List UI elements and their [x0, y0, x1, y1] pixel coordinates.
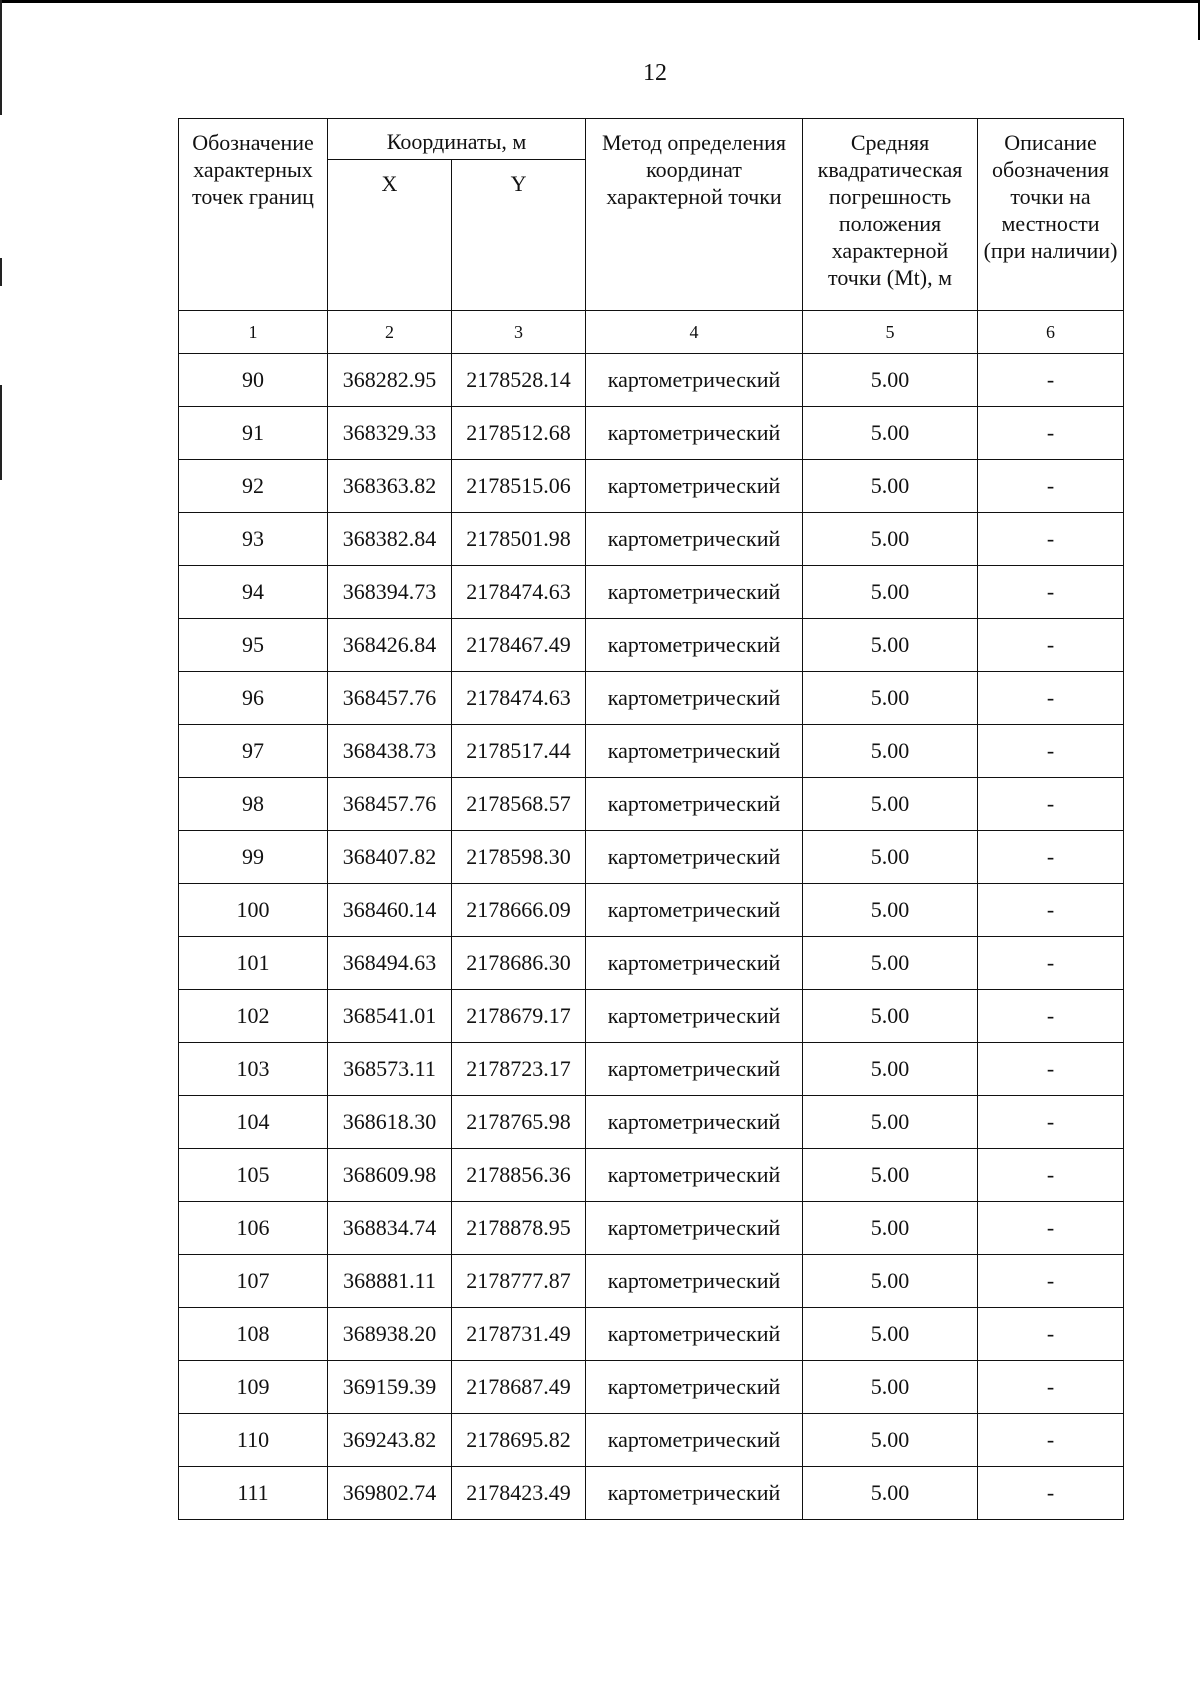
column-numbers-row: [179, 311, 1124, 354]
cell-method: картометрический: [586, 725, 803, 778]
cell-description: -: [978, 1467, 1124, 1520]
cell-description: -: [978, 513, 1124, 566]
cell-x-coordinate: 369159.39: [328, 1361, 452, 1414]
cell-x-coordinate: 368457.76: [328, 778, 452, 831]
table-row: [179, 460, 1124, 513]
cell-mean-error: 5.00: [803, 831, 978, 884]
cell-point-number: 110: [179, 1414, 328, 1467]
cell-mean-error: 5.00: [803, 1308, 978, 1361]
scan-mark-left-3: [0, 385, 2, 480]
cell-x-coordinate: 368938.20: [328, 1308, 452, 1361]
table-row: [179, 672, 1124, 725]
cell-point-number: 109: [179, 1361, 328, 1414]
cell-method: картометрический: [586, 1414, 803, 1467]
cell-point-number: 95: [179, 619, 328, 672]
cell-mean-error: 5.00: [803, 937, 978, 990]
cell-y-coordinate: 2178568.57: [452, 778, 586, 831]
cell-point-number: 97: [179, 725, 328, 778]
header-coordinates: Координаты, м: [328, 119, 586, 160]
cell-y-coordinate: 2178515.06: [452, 460, 586, 513]
cell-method: картометрический: [586, 460, 803, 513]
cell-mean-error: 5.00: [803, 1096, 978, 1149]
cell-mean-error: 5.00: [803, 725, 978, 778]
cell-y-coordinate: 2178686.30: [452, 937, 586, 990]
cell-y-coordinate: 2178777.87: [452, 1255, 586, 1308]
cell-y-coordinate: 2178731.49: [452, 1308, 586, 1361]
cell-y-coordinate: 2178695.82: [452, 1414, 586, 1467]
cell-method: картометрический: [586, 990, 803, 1043]
column-number: 5: [803, 311, 978, 354]
cell-point-number: 100: [179, 884, 328, 937]
cell-mean-error: 5.00: [803, 1043, 978, 1096]
cell-description: -: [978, 1043, 1124, 1096]
cell-mean-error: 5.00: [803, 990, 978, 1043]
cell-x-coordinate: 368573.11: [328, 1043, 452, 1096]
table-row: [179, 1096, 1124, 1149]
page-number: 12: [643, 60, 667, 86]
table-row: [179, 990, 1124, 1043]
cell-description: -: [978, 1255, 1124, 1308]
cell-method: картометрический: [586, 354, 803, 407]
cell-point-number: 94: [179, 566, 328, 619]
cell-mean-error: 5.00: [803, 1149, 978, 1202]
cell-y-coordinate: 2178687.49: [452, 1361, 586, 1414]
cell-point-number: 105: [179, 1149, 328, 1202]
header-x: X: [328, 160, 452, 311]
cell-point-number: 101: [179, 937, 328, 990]
cell-mean-error: 5.00: [803, 1414, 978, 1467]
cell-method: картометрический: [586, 407, 803, 460]
cell-y-coordinate: 2178666.09: [452, 884, 586, 937]
table-row: [179, 831, 1124, 884]
cell-method: картометрический: [586, 566, 803, 619]
cell-x-coordinate: 368834.74: [328, 1202, 452, 1255]
cell-x-coordinate: 369802.74: [328, 1467, 452, 1520]
table-row: [179, 1361, 1124, 1414]
cell-y-coordinate: 2178878.95: [452, 1202, 586, 1255]
cell-x-coordinate: 368329.33: [328, 407, 452, 460]
cell-method: картометрический: [586, 1467, 803, 1520]
table-row: [179, 778, 1124, 831]
table-row: [179, 1043, 1124, 1096]
cell-x-coordinate: 368363.82: [328, 460, 452, 513]
cell-description: -: [978, 566, 1124, 619]
cell-point-number: 106: [179, 1202, 328, 1255]
cell-description: -: [978, 460, 1124, 513]
cell-mean-error: 5.00: [803, 1361, 978, 1414]
coordinates-table: [178, 118, 1124, 1520]
cell-point-number: 111: [179, 1467, 328, 1520]
column-number: 6: [978, 311, 1124, 354]
column-number: 3: [452, 311, 586, 354]
column-number: 1: [179, 311, 328, 354]
table-row: [179, 1202, 1124, 1255]
cell-point-number: 103: [179, 1043, 328, 1096]
cell-point-number: 99: [179, 831, 328, 884]
cell-description: -: [978, 672, 1124, 725]
cell-description: -: [978, 407, 1124, 460]
table-row: [179, 937, 1124, 990]
cell-x-coordinate: 368494.63: [328, 937, 452, 990]
cell-y-coordinate: 2178528.14: [452, 354, 586, 407]
header-y: Y: [452, 160, 586, 311]
cell-mean-error: 5.00: [803, 778, 978, 831]
cell-description: -: [978, 937, 1124, 990]
cell-point-number: 96: [179, 672, 328, 725]
cell-point-number: 104: [179, 1096, 328, 1149]
scan-edge-top: [0, 0, 1200, 3]
cell-y-coordinate: 2178474.63: [452, 566, 586, 619]
cell-method: картометрический: [586, 778, 803, 831]
cell-x-coordinate: 368609.98: [328, 1149, 452, 1202]
cell-point-number: 93: [179, 513, 328, 566]
cell-mean-error: 5.00: [803, 1255, 978, 1308]
table-row: [179, 354, 1124, 407]
cell-description: -: [978, 1096, 1124, 1149]
cell-description: -: [978, 1202, 1124, 1255]
cell-mean-error: 5.00: [803, 513, 978, 566]
cell-y-coordinate: 2178423.49: [452, 1467, 586, 1520]
cell-mean-error: 5.00: [803, 619, 978, 672]
cell-description: -: [978, 990, 1124, 1043]
cell-mean-error: 5.00: [803, 1202, 978, 1255]
cell-y-coordinate: 2178512.68: [452, 407, 586, 460]
cell-x-coordinate: 368618.30: [328, 1096, 452, 1149]
cell-method: картометрический: [586, 937, 803, 990]
cell-point-number: 91: [179, 407, 328, 460]
cell-y-coordinate: 2178598.30: [452, 831, 586, 884]
cell-description: -: [978, 778, 1124, 831]
table-row: [179, 619, 1124, 672]
cell-y-coordinate: 2178723.17: [452, 1043, 586, 1096]
table-row: [179, 1308, 1124, 1361]
cell-y-coordinate: 2178679.17: [452, 990, 586, 1043]
table-row: [179, 1255, 1124, 1308]
cell-y-coordinate: 2178856.36: [452, 1149, 586, 1202]
cell-x-coordinate: 368426.84: [328, 619, 452, 672]
cell-point-number: 92: [179, 460, 328, 513]
cell-mean-error: 5.00: [803, 1467, 978, 1520]
cell-description: -: [978, 619, 1124, 672]
cell-method: картометрический: [586, 1043, 803, 1096]
cell-description: -: [978, 1308, 1124, 1361]
cell-mean-error: 5.00: [803, 672, 978, 725]
header-description: Описание обозначения точки на местности (при наличии): [978, 119, 1124, 311]
cell-method: картометрический: [586, 1255, 803, 1308]
cell-description: -: [978, 1361, 1124, 1414]
cell-y-coordinate: 2178517.44: [452, 725, 586, 778]
scan-mark-left-2: [0, 258, 2, 286]
cell-method: картометрический: [586, 619, 803, 672]
cell-x-coordinate: 368282.95: [328, 354, 452, 407]
table-row: [179, 407, 1124, 460]
cell-method: картометрический: [586, 1096, 803, 1149]
table-row: [179, 1414, 1124, 1467]
cell-method: картометрический: [586, 672, 803, 725]
cell-y-coordinate: 2178765.98: [452, 1096, 586, 1149]
cell-method: картометрический: [586, 884, 803, 937]
table-row: [179, 1467, 1124, 1520]
cell-description: -: [978, 1149, 1124, 1202]
cell-method: картометрический: [586, 1308, 803, 1361]
cell-point-number: 102: [179, 990, 328, 1043]
column-number: 2: [328, 311, 452, 354]
scan-mark-left-1: [0, 0, 2, 115]
cell-method: картометрический: [586, 1361, 803, 1414]
cell-point-number: 90: [179, 354, 328, 407]
cell-x-coordinate: 368407.82: [328, 831, 452, 884]
table-row: [179, 566, 1124, 619]
header-point-designation: Обозначение характерных точек границ: [179, 119, 328, 311]
header-mean-error: Средняя квадратическая погрешность положения характерной точки (Mt), м: [803, 119, 978, 311]
cell-description: -: [978, 884, 1124, 937]
cell-mean-error: 5.00: [803, 566, 978, 619]
table-body: [179, 354, 1124, 1520]
column-number: 4: [586, 311, 803, 354]
table-row: [179, 884, 1124, 937]
cell-method: картометрический: [586, 513, 803, 566]
cell-x-coordinate: 368457.76: [328, 672, 452, 725]
cell-mean-error: 5.00: [803, 407, 978, 460]
table-row: [179, 725, 1124, 778]
cell-x-coordinate: 368382.84: [328, 513, 452, 566]
cell-x-coordinate: 368460.14: [328, 884, 452, 937]
cell-y-coordinate: 2178501.98: [452, 513, 586, 566]
cell-method: картометрический: [586, 1149, 803, 1202]
cell-description: -: [978, 354, 1124, 407]
cell-x-coordinate: 369243.82: [328, 1414, 452, 1467]
cell-point-number: 108: [179, 1308, 328, 1361]
cell-method: картометрический: [586, 1202, 803, 1255]
cell-method: картометрический: [586, 831, 803, 884]
table-row: [179, 513, 1124, 566]
cell-x-coordinate: 368394.73: [328, 566, 452, 619]
cell-description: -: [978, 831, 1124, 884]
cell-description: -: [978, 725, 1124, 778]
table-row: [179, 1149, 1124, 1202]
cell-mean-error: 5.00: [803, 460, 978, 513]
cell-mean-error: 5.00: [803, 884, 978, 937]
cell-x-coordinate: 368881.11: [328, 1255, 452, 1308]
header-method: Метод определения координат характерной точки: [586, 119, 803, 311]
cell-x-coordinate: 368438.73: [328, 725, 452, 778]
cell-mean-error: 5.00: [803, 354, 978, 407]
cell-point-number: 107: [179, 1255, 328, 1308]
cell-y-coordinate: 2178474.63: [452, 672, 586, 725]
cell-x-coordinate: 368541.01: [328, 990, 452, 1043]
cell-point-number: 98: [179, 778, 328, 831]
cell-y-coordinate: 2178467.49: [452, 619, 586, 672]
cell-description: -: [978, 1414, 1124, 1467]
